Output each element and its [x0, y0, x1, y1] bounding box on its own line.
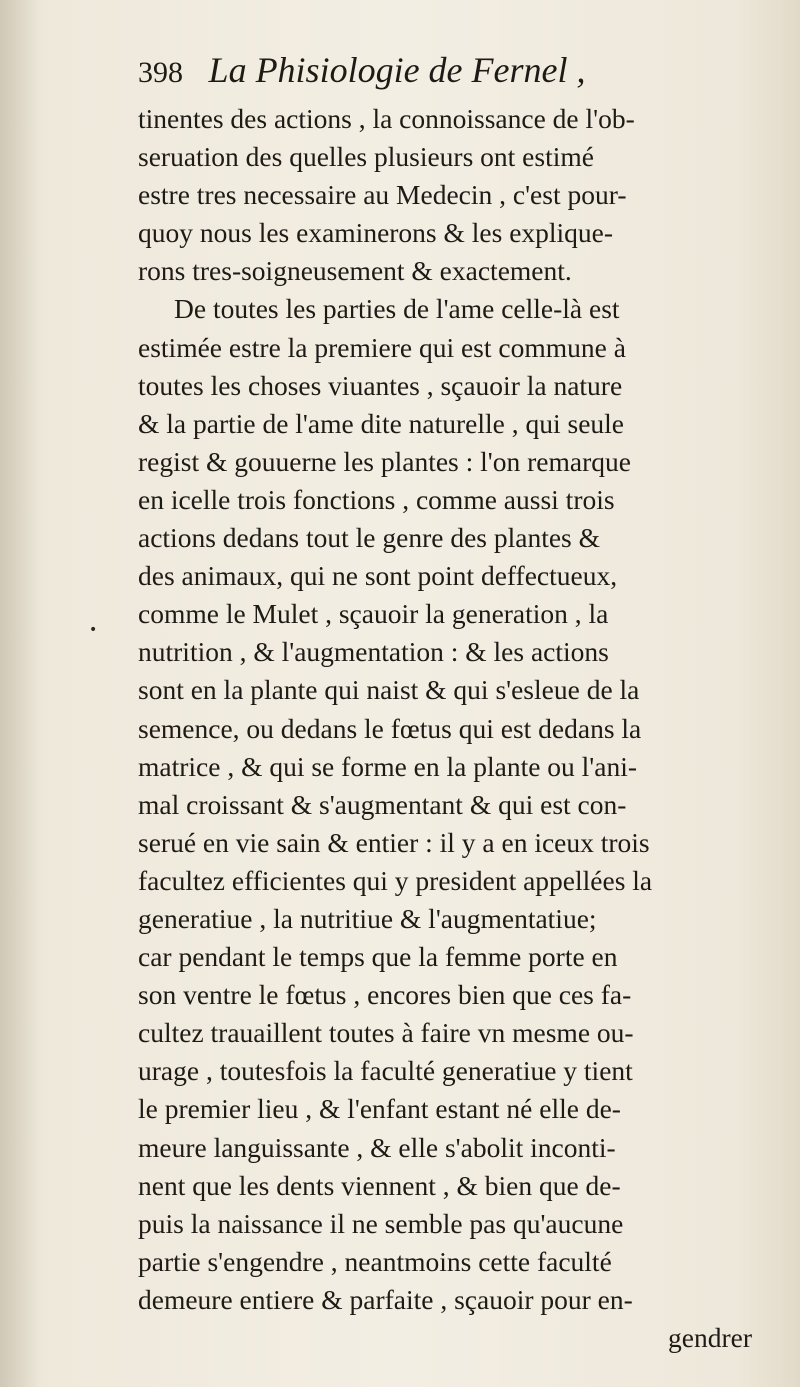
text-line: De toutes les parties de l'ame celle-là est — [174, 293, 620, 325]
text-line: seruation des quelles plusieurs ont estimé — [138, 141, 594, 173]
text-line: toutes les choses viuantes , sçauoir la nature — [138, 369, 623, 401]
text-line: generatiue , la nutritiue & l'augmentatiue; — [138, 902, 597, 934]
text-line: le premier lieu , & l'enfant estant né elle de- — [138, 1093, 621, 1125]
text-line: actions dedans tout le genre des plantes & — [138, 522, 601, 554]
text-line: quoy nous les examinerons & les explique- — [138, 217, 614, 249]
text-line: demeure entiere & parfaite , sçauoir pour en- — [138, 1283, 633, 1315]
text-line: urage , toutesfois la faculté generatiue y tient — [138, 1055, 633, 1087]
text-line: rons tres-soigneusement & exactement. — [138, 255, 572, 287]
page-edge-shadow — [0, 0, 40, 1387]
text-line: tinentes des actions , la connoissance de l'ob- — [138, 103, 635, 134]
running-title: La Phisiologie de Fernel , — [208, 50, 586, 90]
text-line: car pendant le temps que la femme porte en — [138, 941, 618, 973]
text-line: comme le Mulet , sçauoir la generation , la — [138, 598, 609, 630]
text-line: des animaux, qui ne sont point deffectueux, — [138, 560, 618, 592]
text-line: regist & gouuerne les plantes : l'on remarque — [138, 445, 631, 477]
text-line: semence, ou dedans le fœtus qui est dedans la — [138, 712, 642, 744]
text-line: cultez trauaillent toutes à faire vn mesme ou- — [138, 1017, 634, 1049]
catchword-line: gendrer — [668, 1322, 752, 1353]
text-line: meure languissante , & elle s'abolit inconti- — [138, 1131, 616, 1163]
body-text — [138, 100, 758, 1357]
page-number: 398 — [138, 56, 183, 89]
text-line: estimée estre la premiere qui est commune à — [138, 331, 626, 363]
text-line: en icelle trois fonctions , comme aussi trois — [138, 483, 615, 515]
margin-bullet-mark: • — [89, 622, 98, 638]
text-line: & la partie de l'ame dite naturelle , qui seule — [138, 407, 625, 439]
text-line: nent que les dents viennent , & bien que de- — [138, 1169, 621, 1201]
page-header — [138, 40, 758, 100]
text-line: puis la naissance il ne semble pas qu'aucune — [138, 1207, 624, 1239]
text-line: son ventre le fœtus , encores bien que ces fa- — [138, 979, 632, 1011]
text-line: serué en vie sain & entier : il y a en iceux trois — [138, 826, 650, 858]
text-line: matrice , & qui se forme en la plante ou l'ani- — [138, 750, 638, 782]
text-line: partie s'engendre , neantmoins cette faculté — [138, 1245, 612, 1277]
text-line: sont en la plante qui naist & qui s'esleue de la — [138, 674, 640, 706]
text-line: estre tres necessaire au Medecin , c'est pour- — [138, 179, 627, 211]
text-line: facultez efficientes qui y president appellées la — [138, 864, 653, 896]
text-line: nutrition , & l'augmentation : & les actions — [138, 636, 609, 668]
text-line: mal croissant & s'augmentant & qui est con- — [138, 788, 627, 820]
